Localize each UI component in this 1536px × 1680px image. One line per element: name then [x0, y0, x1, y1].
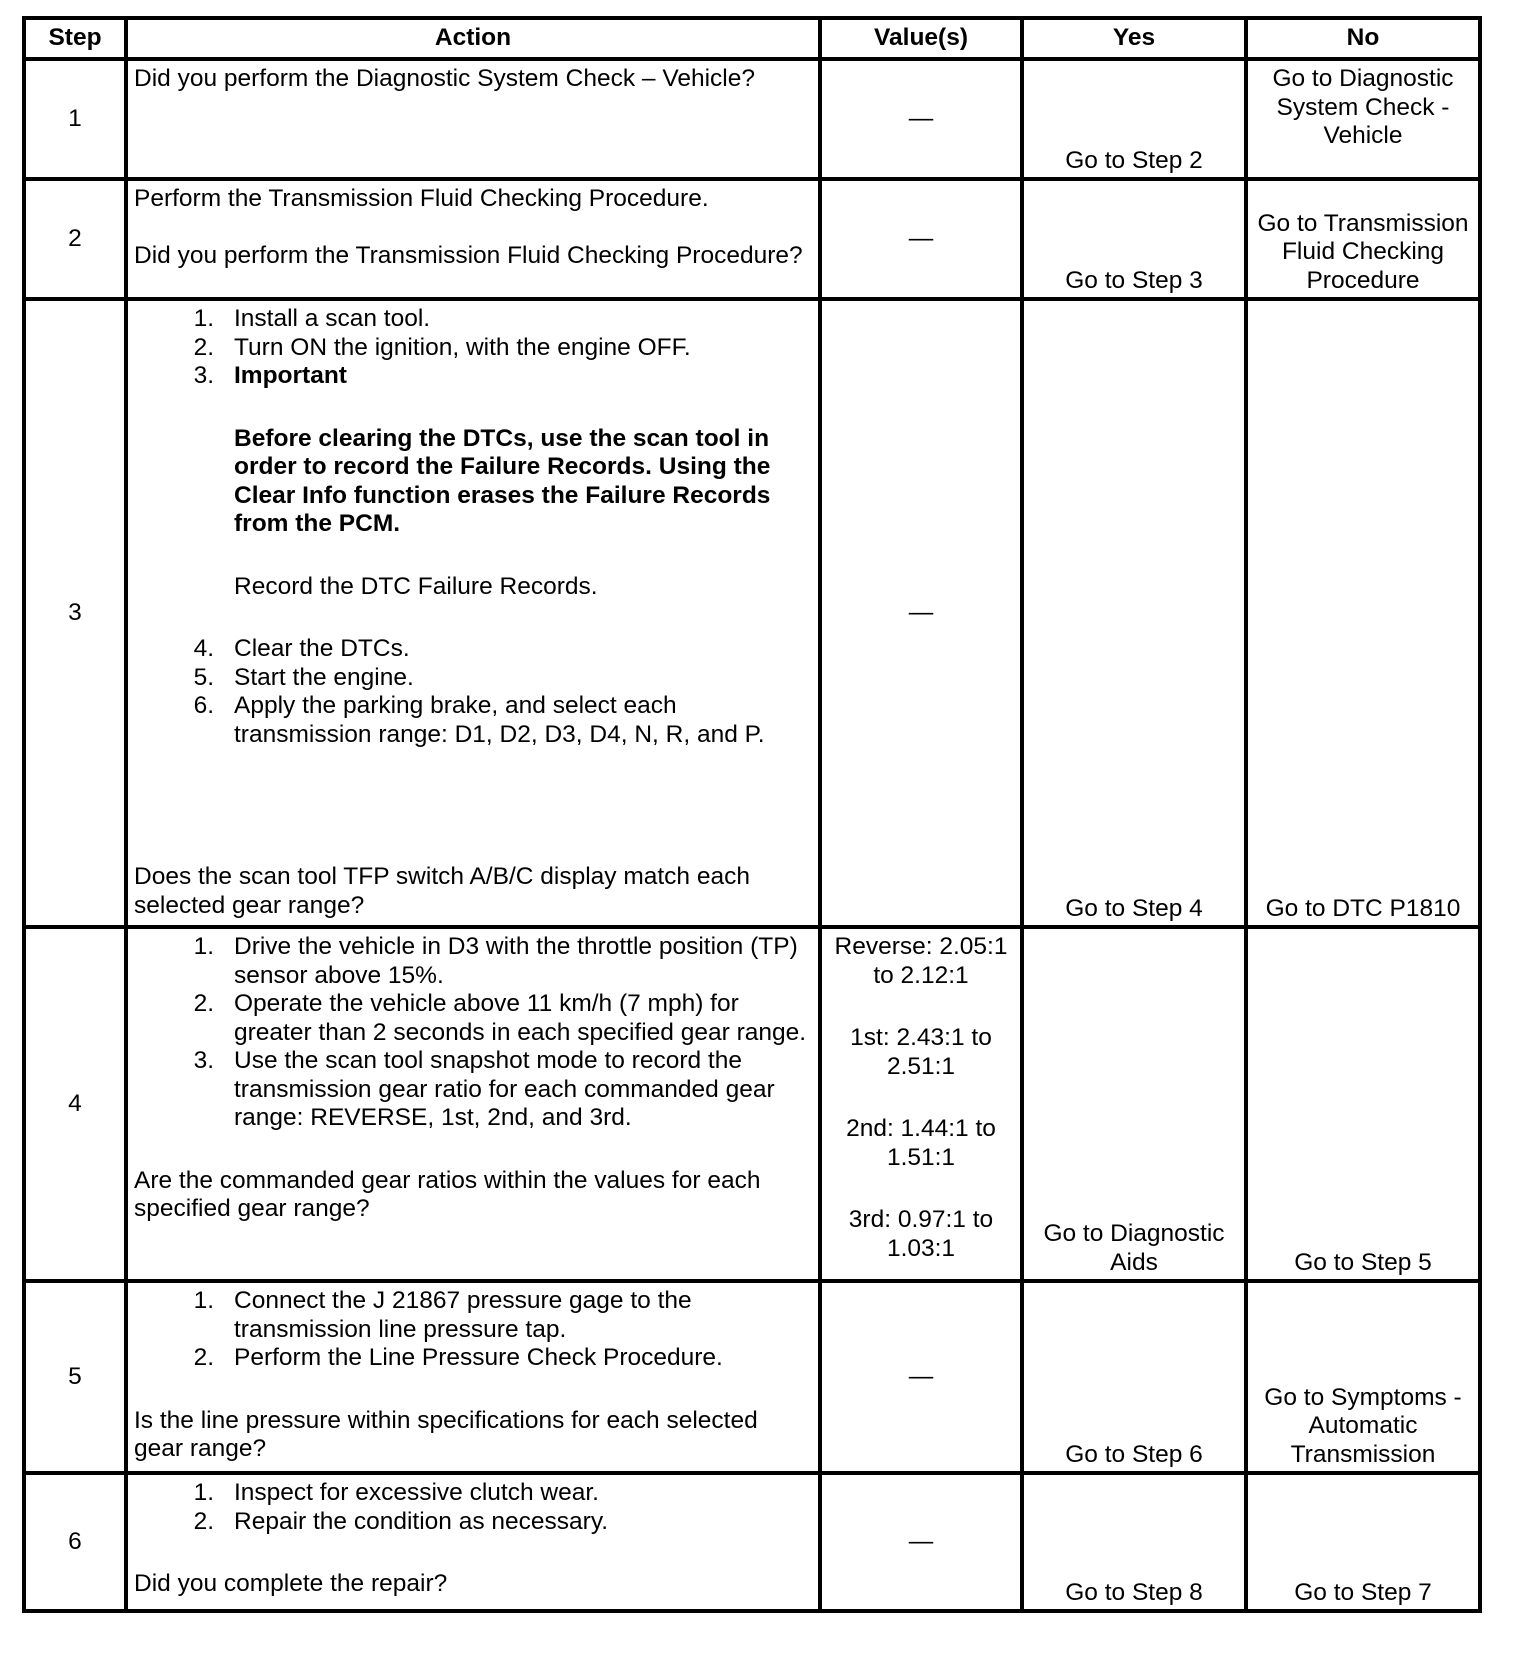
record-text: Record the DTC Failure Records.	[234, 572, 598, 600]
yes-link[interactable]: Go to Step 6	[1022, 1281, 1246, 1473]
no-link[interactable]: Go to Symptoms - Automatic Transmission	[1246, 1281, 1480, 1473]
gear-ratio-reverse: Reverse: 2.05:1 to 2.12:1	[834, 933, 1008, 989]
yes-link[interactable]: Go to Step 8	[1022, 1473, 1246, 1611]
value-cell: —	[820, 299, 1022, 927]
table-row	[24, 1281, 1480, 1473]
header-action: Action	[126, 18, 820, 59]
list-item: 1. Inspect for excessive clutch wear.	[193, 1479, 599, 1506]
step-number: 1	[24, 59, 126, 179]
list-item: 1. Install a scan tool.	[193, 305, 431, 332]
action-intro: Perform the Transmission Fluid Checking Procedure.	[134, 185, 709, 212]
no-link[interactable]: Go to Step 7	[1246, 1473, 1480, 1611]
action-question: Is the line pressure within specifications for each selected gear range?	[134, 1406, 758, 1462]
table-row	[24, 1473, 1480, 1611]
action-cell	[126, 299, 820, 927]
list-item: 2. Turn ON the ignition, with the engine OFF.	[193, 333, 691, 361]
action-steps	[134, 1479, 812, 1536]
list-item: 3. Use the scan tool snapshot mode to record the transmission gear ratio for each commanded gear range: REVERSE, 1st, 2nd, and 3rd.	[193, 1047, 775, 1131]
yes-link[interactable]: Go to Step 2	[1022, 59, 1246, 179]
list-item: 5. Start the engine.	[193, 663, 414, 691]
action-cell	[126, 927, 820, 1281]
table-row	[24, 927, 1480, 1281]
no-link[interactable]: Go to Step 5	[1246, 927, 1480, 1281]
action-question: Did you perform the Transmission Fluid Checking Procedure?	[134, 241, 803, 269]
list-item: 1. Drive the vehicle in D3 with the throttle position (TP) sensor above 15%.	[193, 933, 798, 989]
list-item: 6. Apply the parking brake, and select each transmission range: D1, D2, D3, D4, N, R, and P.	[193, 692, 765, 748]
step-number: 5	[24, 1281, 126, 1473]
action-cell	[126, 1473, 820, 1611]
list-item: 2. Operate the vehicle above 11 km/h (7 mph) for greater than 2 seconds in each specified gear range.	[193, 990, 807, 1046]
action-cell	[126, 179, 820, 299]
important-note: Before clearing the DTCs, use the scan tool in order to record the Failure Records. Using the Clear Info function erases the Failure Records from the PCM.	[234, 424, 771, 537]
value-cell: —	[820, 1473, 1022, 1611]
value-cell: —	[820, 179, 1022, 299]
action-steps	[134, 635, 812, 749]
value-cell	[820, 927, 1022, 1281]
action-cell	[126, 1281, 820, 1473]
step-number: 6	[24, 1473, 126, 1611]
no-link[interactable]: Go to Transmission Fluid Checking Procedure	[1246, 179, 1480, 299]
value-cell: —	[820, 1281, 1022, 1473]
table-row	[24, 59, 1480, 179]
action-question: Does the scan tool TFP switch A/B/C display match each selected gear range?	[134, 863, 750, 919]
list-item: 2. Perform the Line Pressure Check Procedure.	[193, 1344, 723, 1371]
table-row	[24, 299, 1480, 927]
list-item: 3. Important	[193, 362, 347, 389]
step-number: 2	[24, 179, 126, 299]
action-cell	[126, 59, 820, 179]
yes-link[interactable]: Go to Step 3	[1022, 179, 1246, 299]
gear-ratio-2nd: 2nd: 1.44:1 to 1.51:1	[846, 1115, 996, 1171]
action-steps	[134, 305, 812, 391]
yes-link[interactable]: Go to Diagnostic Aids	[1022, 927, 1246, 1281]
header-step: Step	[24, 18, 126, 59]
action-question: Did you complete the repair?	[134, 1570, 448, 1597]
list-item: 1. Connect the J 21867 pressure gage to the transmission line pressure tap.	[193, 1287, 692, 1343]
header-no: No	[1246, 18, 1480, 59]
action-question: Are the commanded gear ratios within the values for each specified gear range?	[134, 1166, 761, 1222]
value-cell: —	[820, 59, 1022, 179]
gear-ratio-3rd: 3rd: 0.97:1 to 1.03:1	[848, 1206, 994, 1262]
no-link[interactable]: Go to DTC P1810	[1246, 299, 1480, 927]
step-number: 4	[24, 927, 126, 1281]
list-item: 4. Clear the DTCs.	[193, 635, 410, 662]
yes-link[interactable]: Go to Step 4	[1022, 299, 1246, 927]
diagnostic-table	[22, 16, 1482, 1613]
action-question: Did you perform the Diagnostic System Check – Vehicle?	[134, 65, 755, 92]
table-row	[24, 179, 1480, 299]
step-number: 3	[24, 299, 126, 927]
gear-ratio-1st: 1st: 2.43:1 to 2.51:1	[850, 1024, 992, 1080]
action-steps	[134, 1287, 812, 1373]
header-values: Value(s)	[820, 18, 1022, 59]
header-yes: Yes	[1022, 18, 1246, 59]
action-steps	[134, 933, 812, 1133]
header-row	[24, 18, 1480, 59]
no-link[interactable]: Go to Diagnostic System Check - Vehicle	[1246, 59, 1480, 179]
list-item: 2. Repair the condition as necessary.	[193, 1507, 609, 1535]
